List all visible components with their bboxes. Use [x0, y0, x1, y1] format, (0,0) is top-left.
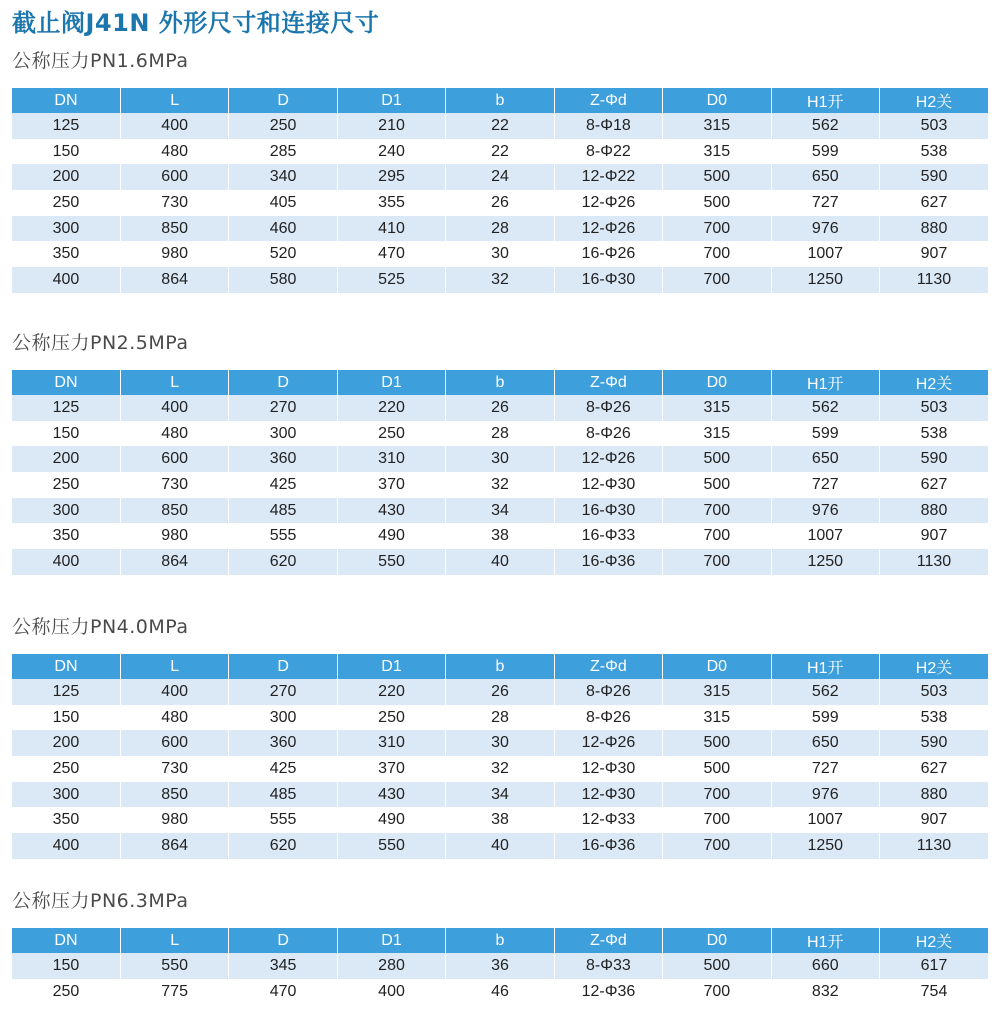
table-cell: 22: [446, 113, 554, 139]
table-cell: 16-Φ33: [554, 523, 662, 549]
table-cell: 700: [663, 267, 771, 293]
table-cell: 270: [229, 679, 337, 705]
table-cell: 850: [120, 782, 228, 808]
table-cell: 250: [12, 756, 120, 782]
table-cell: 300: [12, 498, 120, 524]
table-cell: 480: [120, 705, 228, 731]
table-row: [12, 446, 988, 472]
table-cell: 485: [229, 782, 337, 808]
table-cell: 310: [337, 446, 445, 472]
table-cell: 650: [771, 164, 879, 190]
table-cell: 355: [337, 190, 445, 216]
column-header: H1开: [771, 654, 879, 679]
table-cell: 727: [771, 190, 879, 216]
table-cell: 250: [337, 421, 445, 447]
column-header: H1开: [771, 928, 879, 953]
column-header: D1: [337, 928, 445, 953]
table-cell: 1130: [880, 549, 989, 575]
table-cell: 8-Φ26: [554, 679, 662, 705]
table-cell: 500: [663, 730, 771, 756]
column-header: D: [229, 88, 337, 113]
table-cell: 754: [880, 979, 989, 1005]
column-header: b: [446, 928, 554, 953]
table-cell: 360: [229, 446, 337, 472]
table-cell: 370: [337, 756, 445, 782]
table-cell: 864: [120, 267, 228, 293]
page-title: 截止阀J41N 外形尺寸和连接尺寸: [12, 9, 380, 37]
table-cell: 315: [663, 139, 771, 165]
table-cell: 864: [120, 833, 228, 859]
table-cell: 880: [880, 498, 989, 524]
table-cell: 150: [12, 421, 120, 447]
table-cell: 976: [771, 498, 879, 524]
table-cell: 315: [663, 705, 771, 731]
column-header: D1: [337, 370, 445, 395]
table-cell: 538: [880, 421, 989, 447]
table-cell: 315: [663, 679, 771, 705]
table-cell: 864: [120, 549, 228, 575]
table-cell: 34: [446, 498, 554, 524]
table-cell: 250: [12, 190, 120, 216]
table-cell: 520: [229, 241, 337, 267]
table-cell: 8-Φ18: [554, 113, 662, 139]
table-cell: 550: [337, 833, 445, 859]
table-cell: 16-Φ36: [554, 833, 662, 859]
table-cell: 150: [12, 139, 120, 165]
table-cell: 285: [229, 139, 337, 165]
table-row: [12, 807, 988, 833]
table-cell: 340: [229, 164, 337, 190]
table-cell: 500: [663, 756, 771, 782]
table-cell: 1250: [771, 549, 879, 575]
dimensions-table: [12, 88, 988, 293]
table-cell: 250: [12, 979, 120, 1005]
table-row: [12, 782, 988, 808]
table-cell: 700: [663, 523, 771, 549]
table-cell: 425: [229, 756, 337, 782]
table-cell: 538: [880, 705, 989, 731]
table-cell: 730: [120, 472, 228, 498]
table-cell: 40: [446, 549, 554, 575]
table-cell: 599: [771, 705, 879, 731]
table-cell: 12-Φ26: [554, 216, 662, 242]
table-cell: 470: [229, 979, 337, 1005]
column-header: L: [120, 654, 228, 679]
table-row: [12, 421, 988, 447]
table-cell: 400: [12, 833, 120, 859]
table-cell: 30: [446, 241, 554, 267]
table-cell: 480: [120, 139, 228, 165]
table-cell: 150: [12, 953, 120, 979]
table-cell: 907: [880, 241, 989, 267]
table-row: [12, 756, 988, 782]
column-header: D: [229, 370, 337, 395]
table-cell: 200: [12, 730, 120, 756]
table-cell: 125: [12, 113, 120, 139]
table-cell: 1130: [880, 267, 989, 293]
table-cell: 300: [229, 705, 337, 731]
table-cell: 538: [880, 139, 989, 165]
table-cell: 485: [229, 498, 337, 524]
table-cell: 12-Φ30: [554, 756, 662, 782]
table-cell: 700: [663, 782, 771, 808]
column-header: H2关: [880, 654, 989, 679]
table-cell: 345: [229, 953, 337, 979]
table-cell: 400: [120, 679, 228, 705]
section-label: 公称压力PN1.6MPa: [12, 50, 189, 72]
table-cell: 250: [337, 705, 445, 731]
table-row: [12, 164, 988, 190]
table-cell: 590: [880, 446, 989, 472]
table-cell: 300: [229, 421, 337, 447]
table-cell: 200: [12, 446, 120, 472]
table-cell: 350: [12, 523, 120, 549]
column-header: D0: [663, 928, 771, 953]
column-header: b: [446, 654, 554, 679]
table-cell: 200: [12, 164, 120, 190]
table-cell: 727: [771, 472, 879, 498]
table-cell: 16-Φ30: [554, 498, 662, 524]
dimensions-table: [12, 370, 988, 575]
column-header: D0: [663, 370, 771, 395]
column-header: H2关: [880, 370, 989, 395]
section-label: 公称压力PN2.5MPa: [12, 332, 189, 354]
table-cell: 599: [771, 139, 879, 165]
table-cell: 700: [663, 498, 771, 524]
table-cell: 32: [446, 756, 554, 782]
table-row: [12, 216, 988, 242]
table-cell: 490: [337, 807, 445, 833]
section-label: 公称压力PN6.3MPa: [12, 890, 189, 912]
table-row: [12, 498, 988, 524]
table-row: [12, 139, 988, 165]
table-cell: 562: [771, 113, 879, 139]
table-cell: 1250: [771, 267, 879, 293]
table-cell: 8-Φ26: [554, 395, 662, 421]
table-cell: 775: [120, 979, 228, 1005]
table-row: [12, 549, 988, 575]
column-header: D: [229, 654, 337, 679]
column-header: Z-Φd: [554, 928, 662, 953]
table-cell: 470: [337, 241, 445, 267]
table-cell: 22: [446, 139, 554, 165]
table-cell: 480: [120, 421, 228, 447]
table-cell: 550: [120, 953, 228, 979]
table-row: [12, 833, 988, 859]
column-header: D1: [337, 654, 445, 679]
table-cell: 400: [12, 267, 120, 293]
table-cell: 980: [120, 241, 228, 267]
table-cell: 370: [337, 472, 445, 498]
table-cell: 700: [663, 241, 771, 267]
column-header: b: [446, 88, 554, 113]
table-cell: 550: [337, 549, 445, 575]
table-cell: 880: [880, 782, 989, 808]
table-cell: 880: [880, 216, 989, 242]
table-cell: 590: [880, 164, 989, 190]
section-label: 公称压力PN4.0MPa: [12, 616, 189, 638]
table-cell: 907: [880, 807, 989, 833]
column-header: L: [120, 88, 228, 113]
table-cell: 295: [337, 164, 445, 190]
table-cell: 400: [337, 979, 445, 1005]
table-cell: 599: [771, 421, 879, 447]
table-cell: 1007: [771, 807, 879, 833]
column-header: DN: [12, 370, 120, 395]
table-cell: 360: [229, 730, 337, 756]
table-cell: 26: [446, 190, 554, 216]
column-header: Z-Φd: [554, 88, 662, 113]
table-cell: 980: [120, 523, 228, 549]
table-cell: 12-Φ36: [554, 979, 662, 1005]
table-cell: 850: [120, 498, 228, 524]
table-cell: 32: [446, 472, 554, 498]
table-cell: 1007: [771, 523, 879, 549]
table-cell: 315: [663, 113, 771, 139]
column-header: H2关: [880, 88, 989, 113]
table-cell: 8-Φ33: [554, 953, 662, 979]
table-cell: 490: [337, 523, 445, 549]
table-cell: 430: [337, 498, 445, 524]
table-header-row: [12, 88, 988, 113]
table-cell: 300: [12, 782, 120, 808]
column-header: D: [229, 928, 337, 953]
table-cell: 30: [446, 446, 554, 472]
table-row: [12, 979, 988, 1005]
table-cell: 12-Φ26: [554, 190, 662, 216]
table-cell: 617: [880, 953, 989, 979]
table-cell: 555: [229, 523, 337, 549]
table-cell: 315: [663, 395, 771, 421]
table-cell: 36: [446, 953, 554, 979]
table-cell: 32: [446, 267, 554, 293]
table-header-row: [12, 370, 988, 395]
table-cell: 350: [12, 807, 120, 833]
table-cell: 125: [12, 679, 120, 705]
table-cell: 26: [446, 395, 554, 421]
column-header: Z-Φd: [554, 370, 662, 395]
table-cell: 8-Φ22: [554, 139, 662, 165]
table-cell: 12-Φ26: [554, 446, 662, 472]
column-header: H2关: [880, 928, 989, 953]
column-header: D0: [663, 88, 771, 113]
table-cell: 700: [663, 979, 771, 1005]
table-row: [12, 190, 988, 216]
table-cell: 240: [337, 139, 445, 165]
table-cell: 28: [446, 216, 554, 242]
table-cell: 400: [120, 113, 228, 139]
table-cell: 310: [337, 730, 445, 756]
table-cell: 8-Φ26: [554, 421, 662, 447]
table-cell: 12-Φ22: [554, 164, 662, 190]
table-cell: 350: [12, 241, 120, 267]
table-cell: 620: [229, 549, 337, 575]
column-header: H1开: [771, 370, 879, 395]
table-cell: 600: [120, 730, 228, 756]
table-cell: 315: [663, 421, 771, 447]
column-header: D1: [337, 88, 445, 113]
table-cell: 26: [446, 679, 554, 705]
table-cell: 590: [880, 730, 989, 756]
table-cell: 730: [120, 190, 228, 216]
table-cell: 38: [446, 807, 554, 833]
table-row: [12, 523, 988, 549]
table-cell: 1250: [771, 833, 879, 859]
table-cell: 700: [663, 833, 771, 859]
table-cell: 525: [337, 267, 445, 293]
table-cell: 16-Φ30: [554, 267, 662, 293]
table-cell: 8-Φ26: [554, 705, 662, 731]
column-header: L: [120, 370, 228, 395]
table-cell: 976: [771, 782, 879, 808]
dimensions-table: [12, 654, 988, 859]
table-cell: 500: [663, 164, 771, 190]
table-cell: 24: [446, 164, 554, 190]
table-cell: 16-Φ36: [554, 549, 662, 575]
table-cell: 460: [229, 216, 337, 242]
table-cell: 700: [663, 216, 771, 242]
table-cell: 34: [446, 782, 554, 808]
column-header: Z-Φd: [554, 654, 662, 679]
table-cell: 46: [446, 979, 554, 1005]
table-header-row: [12, 654, 988, 679]
table-cell: 727: [771, 756, 879, 782]
table-cell: 980: [120, 807, 228, 833]
table-cell: 500: [663, 190, 771, 216]
table-cell: 503: [880, 679, 989, 705]
column-header: H1开: [771, 88, 879, 113]
table-cell: 300: [12, 216, 120, 242]
table-cell: 500: [663, 472, 771, 498]
table-cell: 28: [446, 421, 554, 447]
table-cell: 500: [663, 446, 771, 472]
table-cell: 38: [446, 523, 554, 549]
table-cell: 280: [337, 953, 445, 979]
table-row: [12, 953, 988, 979]
column-header: DN: [12, 88, 120, 113]
table-cell: 730: [120, 756, 228, 782]
table-cell: 12-Φ26: [554, 730, 662, 756]
table-cell: 405: [229, 190, 337, 216]
table-cell: 660: [771, 953, 879, 979]
table-cell: 907: [880, 523, 989, 549]
table-cell: 650: [771, 730, 879, 756]
table-cell: 627: [880, 190, 989, 216]
table-cell: 400: [120, 395, 228, 421]
table-row: [12, 113, 988, 139]
table-cell: 425: [229, 472, 337, 498]
table-cell: 16-Φ26: [554, 241, 662, 267]
table-row: [12, 705, 988, 731]
table-row: [12, 472, 988, 498]
column-header: L: [120, 928, 228, 953]
table-cell: 562: [771, 395, 879, 421]
table-row: [12, 730, 988, 756]
table-cell: 627: [880, 472, 989, 498]
column-header: DN: [12, 928, 120, 953]
column-header: D0: [663, 654, 771, 679]
table-cell: 270: [229, 395, 337, 421]
table-cell: 210: [337, 113, 445, 139]
table-cell: 12-Φ33: [554, 807, 662, 833]
table-cell: 500: [663, 953, 771, 979]
table-row: [12, 679, 988, 705]
table-cell: 125: [12, 395, 120, 421]
table-cell: 600: [120, 446, 228, 472]
table-cell: 503: [880, 395, 989, 421]
column-header: b: [446, 370, 554, 395]
table-cell: 12-Φ30: [554, 782, 662, 808]
table-cell: 600: [120, 164, 228, 190]
table-cell: 12-Φ30: [554, 472, 662, 498]
table-cell: 40: [446, 833, 554, 859]
table-header-row: [12, 928, 988, 953]
table-cell: 220: [337, 395, 445, 421]
table-cell: 400: [12, 549, 120, 575]
table-cell: 410: [337, 216, 445, 242]
table-cell: 627: [880, 756, 989, 782]
table-cell: 700: [663, 549, 771, 575]
table-cell: 28: [446, 705, 554, 731]
table-row: [12, 395, 988, 421]
table-cell: 562: [771, 679, 879, 705]
table-cell: 30: [446, 730, 554, 756]
table-cell: 976: [771, 216, 879, 242]
table-cell: 250: [229, 113, 337, 139]
column-header: DN: [12, 654, 120, 679]
table-cell: 850: [120, 216, 228, 242]
table-cell: 620: [229, 833, 337, 859]
table-cell: 250: [12, 472, 120, 498]
table-cell: 555: [229, 807, 337, 833]
table-cell: 580: [229, 267, 337, 293]
table-cell: 220: [337, 679, 445, 705]
table-cell: 150: [12, 705, 120, 731]
dimensions-table: [12, 928, 988, 1004]
table-cell: 832: [771, 979, 879, 1005]
table-cell: 1130: [880, 833, 989, 859]
table-cell: 430: [337, 782, 445, 808]
table-cell: 700: [663, 807, 771, 833]
table-cell: 503: [880, 113, 989, 139]
table-cell: 650: [771, 446, 879, 472]
table-row: [12, 241, 988, 267]
table-row: [12, 267, 988, 293]
table-cell: 1007: [771, 241, 879, 267]
